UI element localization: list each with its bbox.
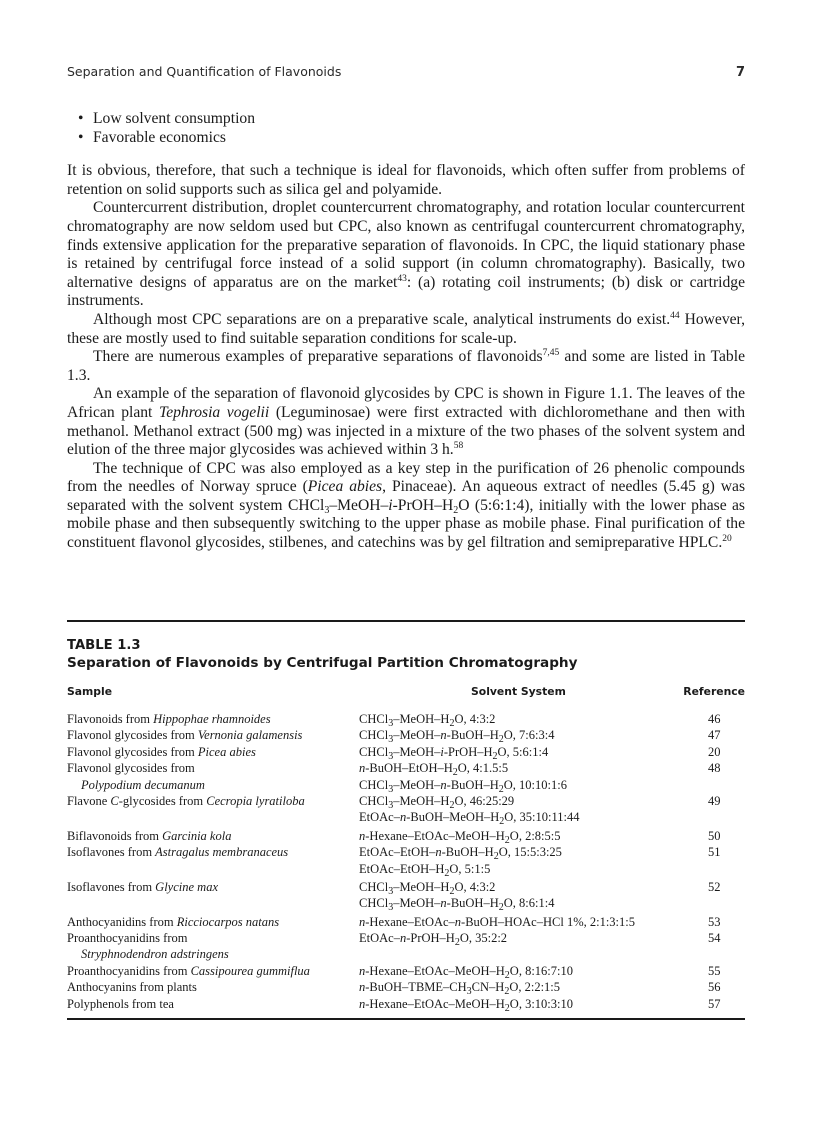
body-text xyxy=(67,110,745,553)
cell-sample: Anthocyanins from plants xyxy=(67,980,197,995)
cell-sample: Flavonol glycosides from Vernonia galamensis xyxy=(67,728,303,743)
table-row xyxy=(67,930,745,949)
cell-sample: Biflavonoids from Garcinia kola xyxy=(67,828,232,843)
cell-solvent-system: $n-Hexane-EtOAc-MeOH-H_2O$, 8:16:7:10 xyxy=(359,963,573,981)
table-row xyxy=(67,744,745,760)
table-label: TABLE 1.3 xyxy=(67,638,141,653)
cell-reference: 50 xyxy=(708,828,721,843)
table-row xyxy=(67,727,745,746)
cell-solvent-system: EtOAc–$n-PrOH-H_2O$, 35:2:2 xyxy=(359,931,508,949)
table-row xyxy=(67,963,745,979)
cell-reference: 20 xyxy=(708,744,721,759)
cell-reference: 51 xyxy=(708,845,721,860)
cell-reference: 55 xyxy=(708,963,721,978)
cell-reference: 57 xyxy=(708,996,721,1011)
bullet-item: • Favorable economics xyxy=(67,129,745,148)
table-row xyxy=(67,996,745,1012)
table-1-3 xyxy=(67,620,745,1020)
table-row xyxy=(67,844,745,863)
cell-sample: Stryphnodendron adstringens xyxy=(81,947,229,962)
table-row xyxy=(67,879,745,895)
cell-reference: 48 xyxy=(708,761,721,776)
cell-solvent-system: $n-BuOH-EtOH-H_2O$, 4:1.5:5 xyxy=(359,761,509,779)
table-row xyxy=(67,777,745,793)
cell-solvent-system: $CHCl_3-MeOH-i-PrOH-H_2O$, 5:6:1:4 xyxy=(359,744,549,762)
species-name: Picea abies xyxy=(307,478,383,496)
cell-reference: 49 xyxy=(708,793,721,808)
cell-solvent-system: EtOAc–$n-BuOH-MeOH-H_2O$, 35:10:11:44 xyxy=(359,810,580,828)
cell-reference: 56 xyxy=(708,980,721,995)
bullet-list xyxy=(67,110,745,147)
cell-sample: Flavone C-glycosides from Cecropia lyratiloba xyxy=(67,793,305,808)
cell-solvent-system: $CHCl_3-MeOH-H_2O$, 46:25:29 xyxy=(359,793,515,811)
bullet-item: • Low solvent consumption xyxy=(67,110,745,129)
cell-solvent-system: $n-BuOH-TBME-CH_3CN-H_2O$, 2:2:1:5 xyxy=(359,980,561,998)
table-header xyxy=(67,685,745,711)
table-title: Separation of Flavonoids by Centrifugal Partition Chromatography xyxy=(67,655,578,671)
paragraph: There are numerous examples of preparative separations of flavonoids$^{7,45}$ and some are listed in Table 1.3. xyxy=(67,348,745,384)
citation: 58 xyxy=(453,441,464,452)
paragraph: An example of the separation of flavonoid glycosides by CPC is shown in Figure 1.1. The leaves of the African plant Tephrosia vogelii (Leguminosae) were first extracted with dichloromethane and then with methanol. Methanol extract (500 mg) was injected in a mixture of the two phases of the solvent system and elution of the three major glycosides was achieved within 3 h.$^{58}$ xyxy=(67,385,745,459)
cell-sample: Proanthocyanidins from xyxy=(67,931,188,946)
cell-reference: 46 xyxy=(708,712,721,726)
running-head-title: Separation and Quantification of Flavonoids xyxy=(67,64,342,79)
cell-reference: 47 xyxy=(708,728,721,743)
cell-solvent-system: $n-Hexane-EtOAc-MeOH-H_2O$, 3:10:3:10 xyxy=(359,996,573,1014)
cell-solvent-system: n-Hexane–EtOAc–n-BuOH–HOAc–HCl 1%, 2:1:3:1:5 xyxy=(359,914,635,929)
cell-sample: Isoflavones from Astragalus membranaceus xyxy=(67,845,289,860)
cell-solvent-system: $CHCl_3-MeOH-H_2O$, 4:3:2 xyxy=(359,712,496,729)
species-name: Tephrosia vogelii xyxy=(158,403,270,421)
table-row xyxy=(67,979,745,998)
cell-sample: Anthocyanidins from Ricciocarpos natans xyxy=(67,914,280,929)
citation: 7,45 xyxy=(542,348,560,359)
table-row xyxy=(67,760,745,779)
cell-reference: 53 xyxy=(708,914,721,929)
table-row xyxy=(67,809,745,828)
cell-sample: Flavonol glycosides from xyxy=(67,761,195,776)
citation: 20 xyxy=(722,534,732,545)
cell-sample: Isoflavones from Glycine max xyxy=(67,879,218,894)
page-number: 7 xyxy=(735,65,745,80)
citation: 44 xyxy=(670,310,680,321)
table-top-rule xyxy=(67,620,745,622)
table-row xyxy=(67,895,745,914)
table-row xyxy=(67,793,745,809)
running-head xyxy=(67,64,745,80)
table-bottom-rule xyxy=(67,1018,745,1020)
cell-sample: Proanthocyanidins from Cassipourea gummiflua xyxy=(67,963,310,978)
paragraph: The technique of CPC was also employed as a key step in the purification of 26 phenolic compounds from the needles of Norway spruce (Picea abies, Pinaceae). An aqueous extract of needles (5.45 g) was separated with the solvent system $CHCl_3-MeOH-i-PrOH-H_2O$ (5:6:1:4), initially with the lower phase as mobile phase and then subsequently switching to the upper phase as mobile phase. Final purification of the constituent flavonol glycosides, stilbenes, and catechins was by gel filtration and semipreparative HPLC.$^{20}$ xyxy=(67,459,746,552)
paragraph: It is obvious, therefore, that such a technique is ideal for flavonoids, which often suffer from problems of retention on solid supports such as silica gel and polyamide. xyxy=(67,162,745,198)
cell-solvent-system: $CHCl_3-MeOH-n-BuOH-H_2O$, 7:6:3:4 xyxy=(359,728,555,746)
cell-sample: Flavonoids from Hippophae rhamnoides xyxy=(67,712,271,726)
cell-solvent-system: $n-Hexane-EtOAc-MeOH-H_2O$, 2:8:5:5 xyxy=(359,828,561,846)
citation: 43 xyxy=(397,273,407,284)
table-body xyxy=(67,711,745,1012)
cell-reference: 52 xyxy=(708,879,721,894)
column-header-sample: Sample xyxy=(67,685,113,698)
cell-solvent-system: EtOAc–$EtOH-H_2O$, 5:1:5 xyxy=(359,861,491,879)
cell-solvent-system: $CHCl_3-MeOH-n-BuOH-H_2O$, 10:10:1:6 xyxy=(359,777,567,795)
cell-solvent-system: $CHCl_3-MeOH-H_2O$, 4:3:2 xyxy=(359,879,496,897)
cell-sample: Polypodium decumanum xyxy=(81,777,205,792)
cell-sample: Polyphenols from tea xyxy=(67,996,174,1011)
cell-sample: Flavonol glycosides from Picea abies xyxy=(67,744,256,759)
table-row xyxy=(67,946,745,962)
table-row xyxy=(67,711,745,727)
cell-solvent-system: EtOAc–$EtOH-n-BuOH-H_2O$, 15:5:3:25 xyxy=(359,845,562,863)
column-header-solvent-system: Solvent System xyxy=(471,685,566,698)
paragraph: Although most CPC separations are on a preparative scale, analytical instruments do exist.$^{44}$ However, these are mostly used to find suitable separation conditions for scale-up. xyxy=(67,310,746,347)
table-row xyxy=(67,914,745,930)
table-row xyxy=(67,861,745,877)
paragraph: Countercurrent distribution, droplet countercurrent chromatography, and rotation locular countercurrent chromatography are now seldom used but CPC, also known as centrifugal countercurrent chromatography, finds extensive application for the preparative separation of flavonoids. In CPC, the liquid stationary phase is retained by centrifugal force instead of a solid support (in column chromatography). Basically, two alternative designs of apparatus are on the market$^{43}$: (a) rotating coil instruments; (b) disk or cartridge instruments. xyxy=(67,199,745,310)
cell-reference: 54 xyxy=(708,931,721,946)
column-header-reference: Reference xyxy=(683,685,745,698)
table-row xyxy=(67,828,745,844)
cell-solvent-system: $CHCl_3-MeOH-n-BuOH-H_2O$, 8:6:1:4 xyxy=(359,896,555,914)
